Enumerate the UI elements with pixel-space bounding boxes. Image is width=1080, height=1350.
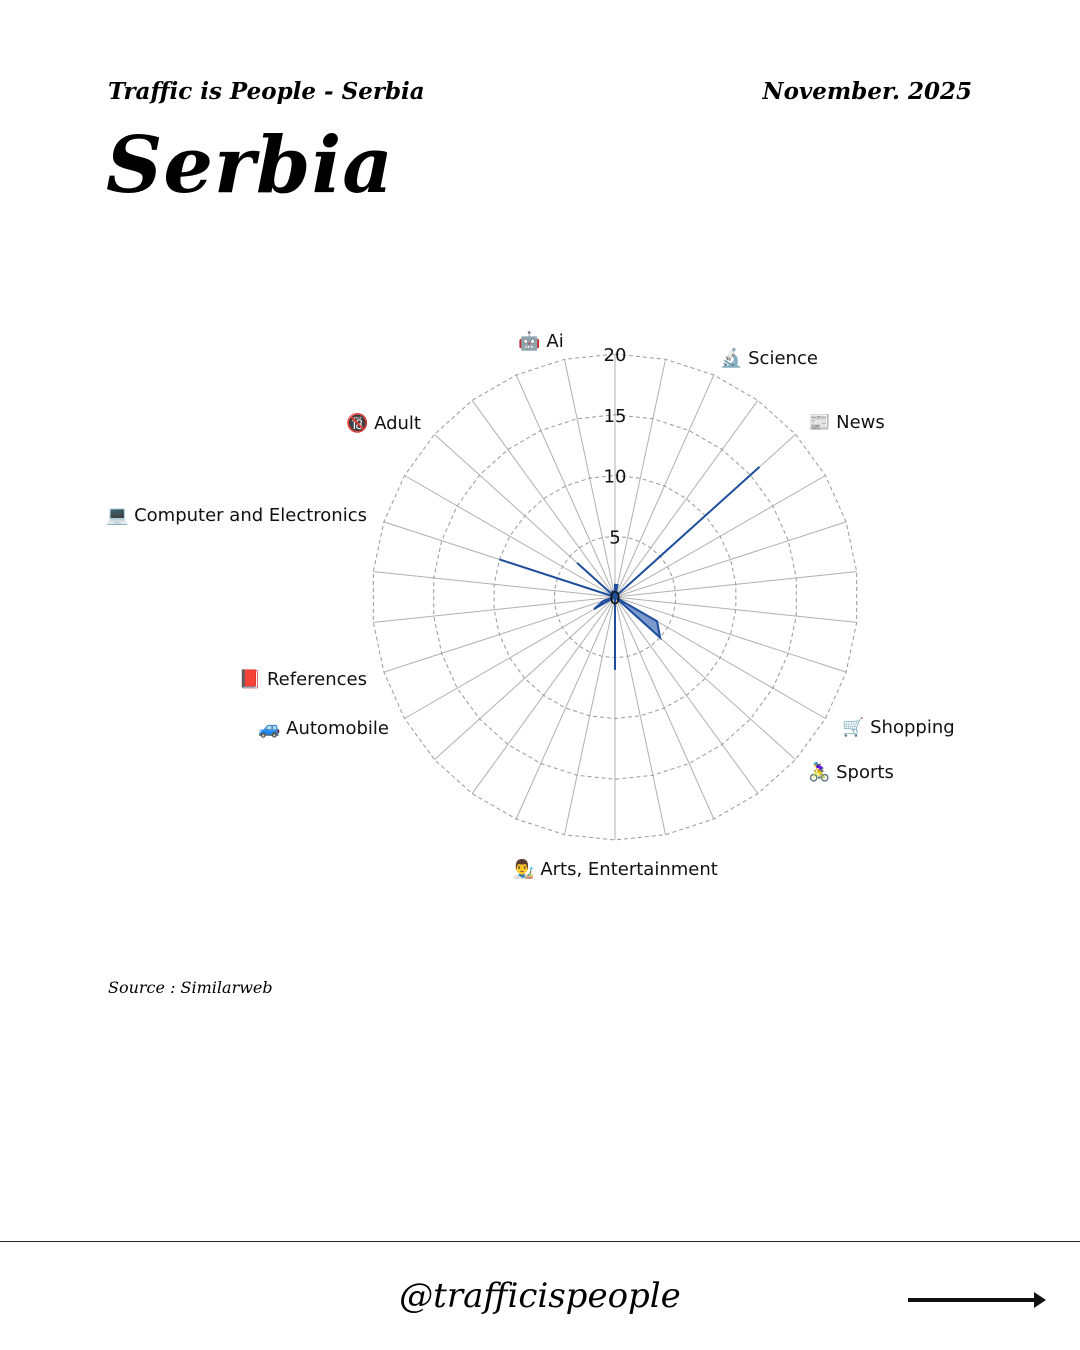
arrow-right-icon[interactable] xyxy=(908,1289,1048,1311)
social-handle: @trafficispeople xyxy=(399,1276,681,1316)
divider xyxy=(0,1241,1080,1242)
category-label: 📕 References xyxy=(238,669,367,690)
category-label: 🔞 Adult xyxy=(345,413,421,434)
category-label: 🚴‍♀️ Sports xyxy=(808,762,894,783)
category-labels xyxy=(106,330,955,880)
category-label: 🤖 Ai xyxy=(518,331,564,352)
category-label: 📰 News xyxy=(808,412,885,433)
source-note: Source : Similarweb xyxy=(108,978,273,997)
category-label: 👨‍🎨 Arts, Entertainment xyxy=(512,859,718,880)
category-label: 🔬 Science xyxy=(720,348,818,369)
category-label: 💻 Computer and Electronics xyxy=(105,505,367,526)
tick-label: 20 xyxy=(603,345,627,366)
series-area xyxy=(499,467,759,670)
spoke xyxy=(405,476,615,598)
category-label: 🛒 Shopping xyxy=(842,717,955,738)
spoke xyxy=(472,400,615,597)
subtitle: Traffic is People - Serbia xyxy=(108,78,425,105)
spoke xyxy=(615,597,846,672)
page-title: Serbia xyxy=(106,120,394,211)
spoke xyxy=(434,597,615,760)
tick-label: 10 xyxy=(603,466,627,488)
tick-label: 5 xyxy=(609,527,621,549)
series xyxy=(499,467,759,670)
spoke xyxy=(615,522,846,597)
date: November. 2025 xyxy=(762,78,972,105)
tick-label: 0 xyxy=(609,588,621,609)
spoke xyxy=(405,597,615,719)
spoke xyxy=(516,375,615,597)
category-label: 🚙 Automobile xyxy=(258,718,389,739)
spoke xyxy=(516,597,615,819)
tick-label: 15 xyxy=(603,405,627,427)
